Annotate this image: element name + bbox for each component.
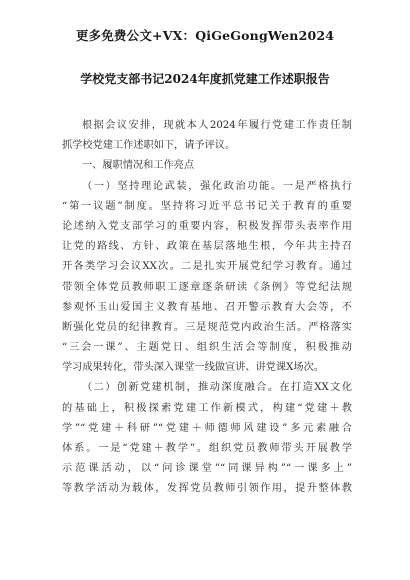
body-line: 让党的路线、方针、政策在基层落地生根，今年共主持召 — [62, 241, 352, 253]
document-body — [62, 116, 352, 500]
body-line: “第一议题”制度。坚持将习近平总书记关于教育的重要 — [62, 200, 352, 212]
body-line: 等教学活动为载体，发挥党员教师引领作用，提升整体教 — [62, 483, 352, 495]
body-line: 体系。一是“党建＋教学”。组织党员教师带头开展教学 — [62, 443, 352, 454]
body-line: “三会一课”、主题党日、组织生活会等制度，积极推动 — [62, 342, 352, 354]
body-line: 学”“党建＋科研”“党建＋师德师风建设”多元素融合 — [62, 422, 352, 434]
body-line: 的基础上，积极探索党建工作新模式，构建“党建＋教 — [62, 402, 352, 414]
body-line: 参观怀玉山爱国主义教育基地、召开警示教育大会等，不 — [62, 301, 352, 313]
body-line: 根据会议安排，现就本人2024年履行党建工作责任制 — [82, 120, 352, 131]
body-line: （二）创新党建机制，推动深度融合。在打造XX文化 — [82, 382, 352, 394]
body-line: （一）坚持理论武装，强化政治功能。一是严格执行 — [82, 180, 352, 192]
body-line: 示范课活动，以“问诊课堂”“同课异构”“一课多上” — [62, 463, 352, 475]
body-line: 论述纳入党支部学习的重要内容，积极发挥带头表率作用 — [62, 220, 352, 232]
body-line: 抓学校党建工作述职如下，请予评议。 — [62, 140, 236, 152]
body-line: 开各类学习会议XX次。二是扎实开展党纪学习教育。通过 — [62, 261, 352, 273]
body-line: 带领全体党员教师职工逐章逐条研读《条例》等党纪法规 — [62, 281, 352, 293]
section-heading: 一、履职情况和工作亮点 — [82, 160, 195, 172]
document-title: 学校党支部书记2024年度抓党建工作述职报告 — [80, 72, 330, 86]
header-watermark-text: 更多免费公文+VX：QiGeGongWen2024 — [75, 28, 335, 43]
body-line: 断强化党员的纪律教育。三是规范党内政治生活。严格落实 — [62, 321, 352, 333]
body-line: 学习成果转化，带头深入课堂一线做宣讲、讲党课X场次。 — [62, 362, 324, 374]
